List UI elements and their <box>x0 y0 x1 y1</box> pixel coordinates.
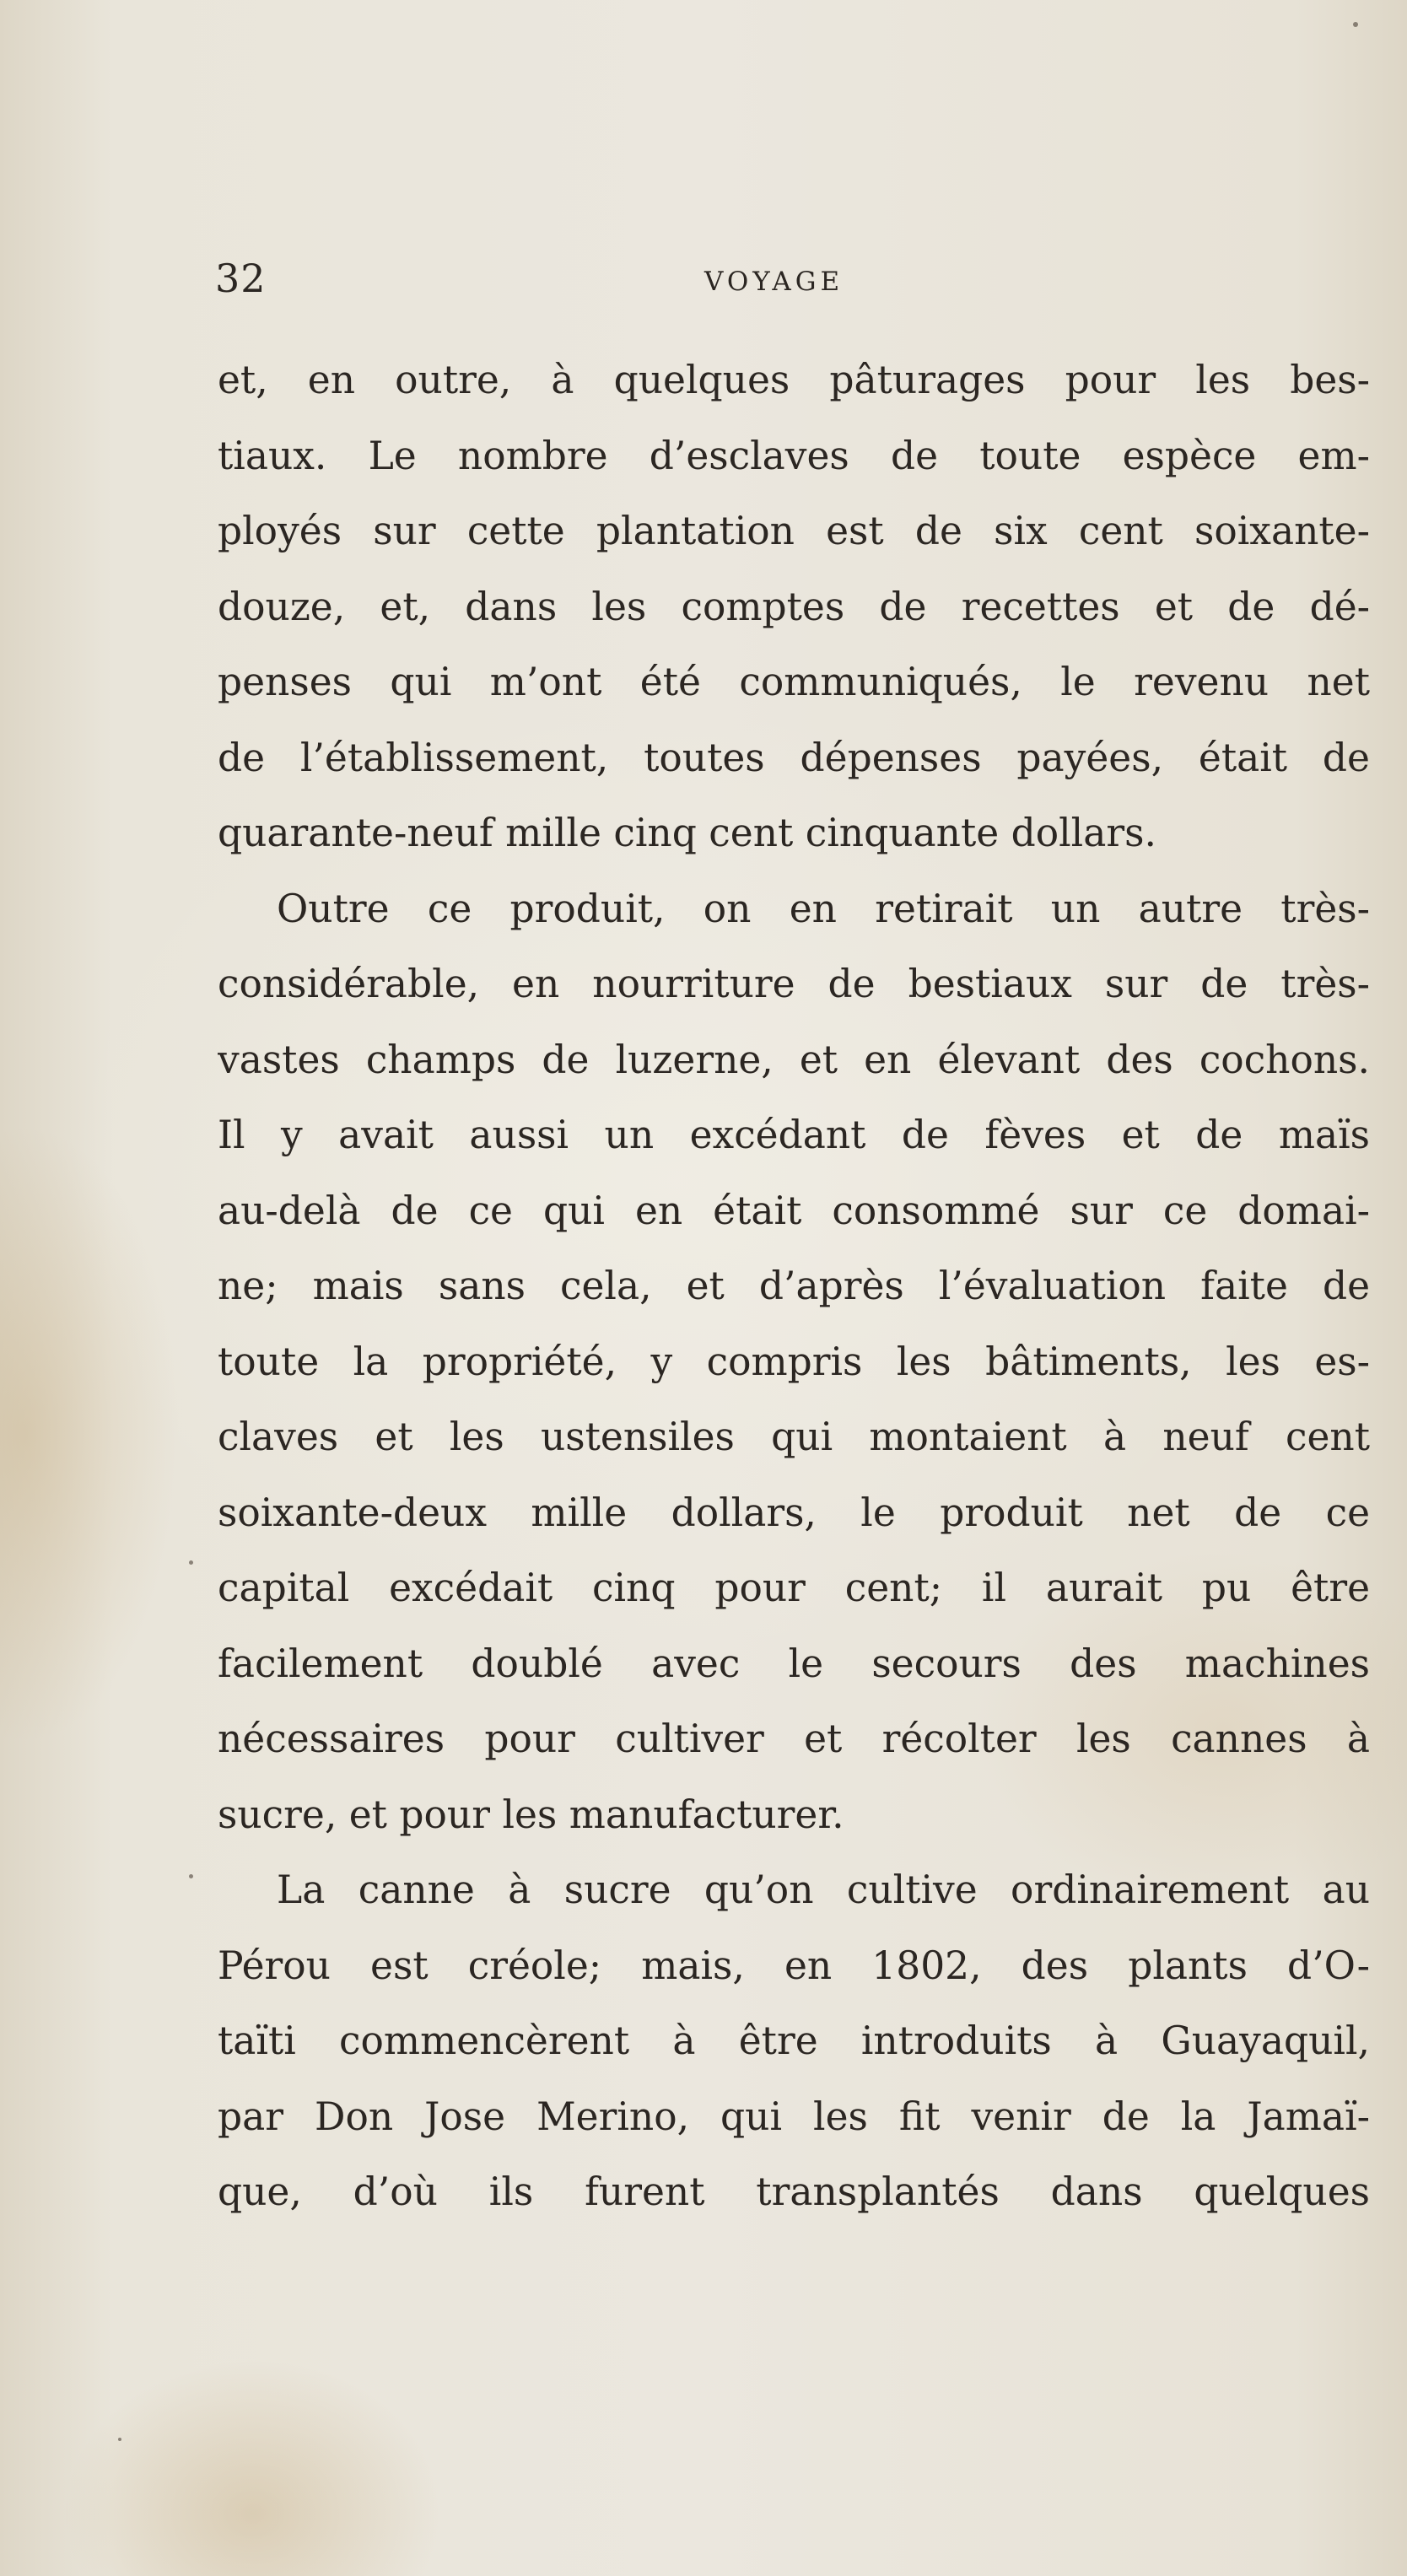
text-line: quarante-neuf mille cinq cent cinquante dollars. <box>218 811 1156 855</box>
text-line: considérable, en nourriture de bestiaux sur de très- <box>218 962 1370 1006</box>
text-line: de l’établissement, toutes dépenses payées, était de <box>218 735 1370 780</box>
text-line: et, en outre, à quelques pâturages pour les bes- <box>218 358 1370 402</box>
text-line: facilement doublé avec le secours des machines <box>218 1641 1370 1686</box>
text-line: taïti commencèrent à être introduits à Guayaquil, <box>218 2018 1370 2063</box>
text-line: toute la propriété, y compris les bâtiments, les es- <box>218 1339 1370 1384</box>
text-line: Pérou est créole; mais, en 1802, des plants d’O- <box>218 1943 1370 1988</box>
paper-speck <box>118 2438 121 2441</box>
text-line: penses qui m’ont été communiqués, le revenu net <box>218 660 1370 704</box>
running-title: VOYAGE <box>704 267 844 297</box>
paper-speck <box>1353 22 1358 27</box>
paper-speck <box>189 1874 193 1878</box>
text-line: capital excédait cinq pour cent; il aurait pu être <box>218 1566 1370 1610</box>
body-text <box>218 342 1370 2230</box>
text-line: ployés sur cette plantation est de six cent soixante- <box>218 509 1370 553</box>
text-line: vastes champs de luzerne, et en élevant des cochons. <box>218 1037 1370 1082</box>
text-line: que, d’où ils furent transplantés dans quelques <box>218 2169 1370 2214</box>
paper-speck <box>189 1560 193 1565</box>
text-line: sucre, et pour les manufacturer. <box>218 1792 844 1837</box>
paragraph-start-line: Outre ce produit, on en retirait un autre très- <box>277 886 1370 931</box>
page-number: 32 <box>215 256 267 301</box>
paragraph-start-line: La canne à sucre qu’on cultive ordinairement au <box>277 1867 1370 1912</box>
text-line: nécessaires pour cultiver et récolter les cannes à <box>218 1716 1370 1761</box>
text-line: douze, et, dans les comptes de recettes et de dé- <box>218 584 1370 629</box>
text-line: ne; mais sans cela, et d’après l’évaluation faite de <box>218 1264 1370 1308</box>
text-line: par Don Jose Merino, qui les fit venir de la Jamaï- <box>218 2094 1370 2139</box>
running-head <box>215 253 1333 304</box>
text-line: Il y avait aussi un excédant de fèves et de maïs <box>218 1113 1370 1157</box>
text-line: au-delà de ce qui en était consommé sur ce domai- <box>218 1188 1370 1233</box>
text-line: claves et les ustensiles qui montaient à neuf cent <box>218 1415 1370 1459</box>
text-line: tiaux. Le nombre d’esclaves de toute espèce em- <box>218 433 1370 478</box>
text-line: soixante-deux mille dollars, le produit net de ce <box>218 1490 1370 1535</box>
